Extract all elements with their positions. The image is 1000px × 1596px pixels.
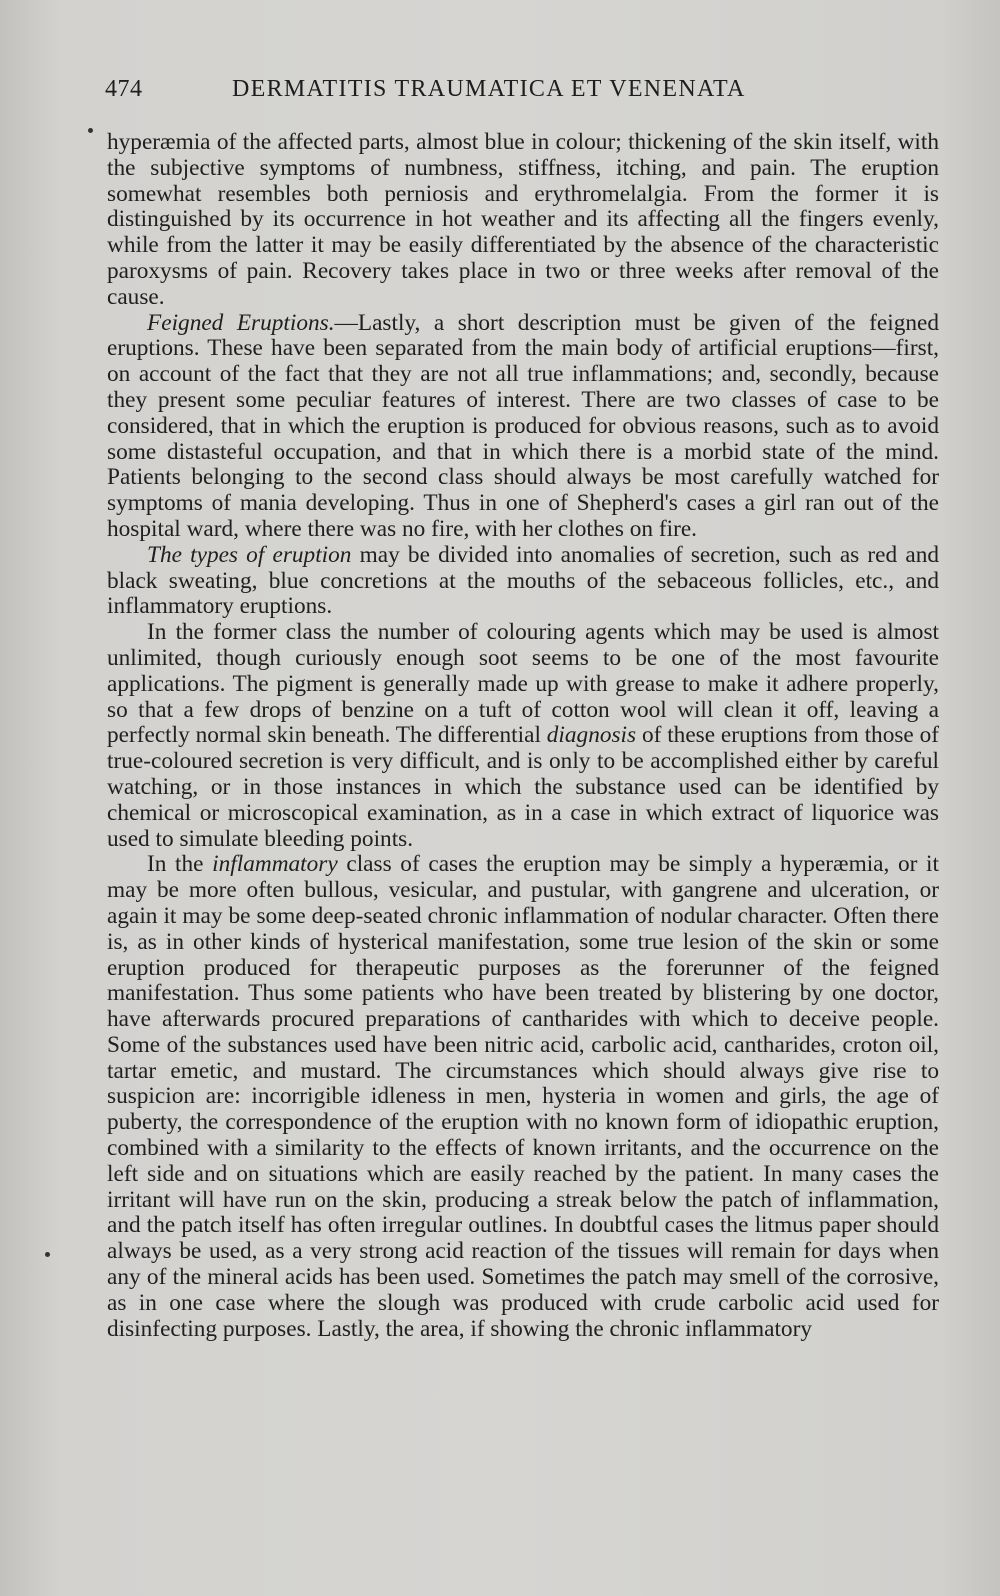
page-number: 474	[105, 76, 143, 102]
paragraph-1: hyperæmia of the affected parts, almost blue in colour; thickening of the skin itself, with the subjective symptoms of numbness, stiffness, itching, and pain. The eruption somewhat resembles both perniosis and erythromelalgia. From the former it is distinguished by its occurrence in hot weather and its affecting all the fingers evenly, while from the latter it may be easily differentiated by the absence of the characteristic paroxysms of pain. Recovery takes place in two or three weeks after removal of the cause.	[107, 129, 939, 310]
italic-inflammatory: inflammatory	[212, 851, 338, 878]
stray-mark-margin	[45, 1252, 50, 1257]
paragraph-2-text: —Lastly, a short description must be given of the feigned eruptions. These have been separated from the main body of artificial eruptions—first, on account of the fact that they are not all true inflammations; and, secondly, because they present some peculiar features of interest. There are two classes of case to be considered, that in which the eruption is produced for obvious reasons, such as to avoid some distasteful occupation, and that in which there is a morbid state of the mind. Patients belonging to the second class should always be most carefully watched for symptoms of mania developing. Thus in one of Shepherd's cases a girl ran out of the hospital ward, where there was no fire, with her clothes on fire.	[107, 309, 939, 542]
paragraph-types-of-eruption	[107, 543, 939, 620]
paragraph-5-text-a: In the	[147, 851, 213, 878]
italic-diagnosis: diagnosis	[546, 722, 637, 749]
body-text	[107, 130, 939, 1342]
section-heading-feigned-eruptions: Feigned Eruptions.	[147, 309, 335, 336]
paragraph-former-class	[107, 620, 939, 852]
page-header	[105, 76, 825, 112]
paragraph-inflammatory-class	[107, 852, 939, 1342]
paragraph-3-text: may be divided into anomalies of secretion, such as red and black sweating, blue concretions at the mouths of the sebaceous follicles, etc., and inflammatory eruptions.	[107, 541, 939, 620]
paragraph-feigned-eruptions	[107, 311, 939, 543]
running-head: DERMATITIS TRAUMATICA ET VENENATA	[232, 76, 746, 102]
paragraph-5-text-b: class of cases the eruption may be simply a hyperæmia, or it may be more often bullous, vesicular, and pustular, with gangrene and ulceration, or again it may be some deep-seated chronic inflammation of nodular character. Often there is, as in other kinds of hysterical manifestation, some true lesion of the skin or some eruption produced for therapeutic purposes as the forerunner of the feigned manifestation. Thus some patients who have been treated by blistering by one doctor, have afterwards procured preparations of cantharides with which to deceive people. Some of the substances used have been nitric acid, carbolic acid, cantharides, croton oil, tartar emetic, and mustard. The circumstances which should always give rise to suspicion are: incorrigible idleness in men, hysteria in women and girls, the age of puberty, the correspondence of the eruption with no known form of idiopathic eruption, combined with a similarity to the effects of known irritants, and the occurrence on the left side and on situations which are easily reached by the patient. In many cases the irritant will have run on the skin, producing a streak below the patch of inflammation, and the patch itself has often irregular outlines. In doubtful cases the litmus paper should always be used, as a very strong acid reaction of the tissues will remain for days when any of the mineral acids has been used. Sometimes the patch may smell of the corrosive, as in one case where the slough was produced with crude carbolic acid used for disinfecting purposes. Lastly, the area, if showing the chronic inflammatory	[107, 851, 939, 1342]
paragraph-4-text-a: In the former class the number of colouring agents which may be used is almost unlimited, though curiously enough soot seems to be one of the most favourite applications. The pigment is generally made up with grease to make it adhere properly, so that a few drops of benzine on a tuft of cotton wool will clean it off, leaving a perfectly normal skin beneath. The differential	[107, 619, 939, 749]
italic-types-of-eruption: The types of eruption	[147, 541, 352, 568]
paragraph-4-text-b: of these eruptions from those of true-coloured secretion is very difficult, and is only to be accomplished either by careful watching, or in those instances in which the substance used can be identified by chemical or microscopical examination, as in a case in which extract of liquorice was used to simulate bleeding points.	[107, 722, 940, 852]
stray-mark-top	[88, 128, 93, 133]
